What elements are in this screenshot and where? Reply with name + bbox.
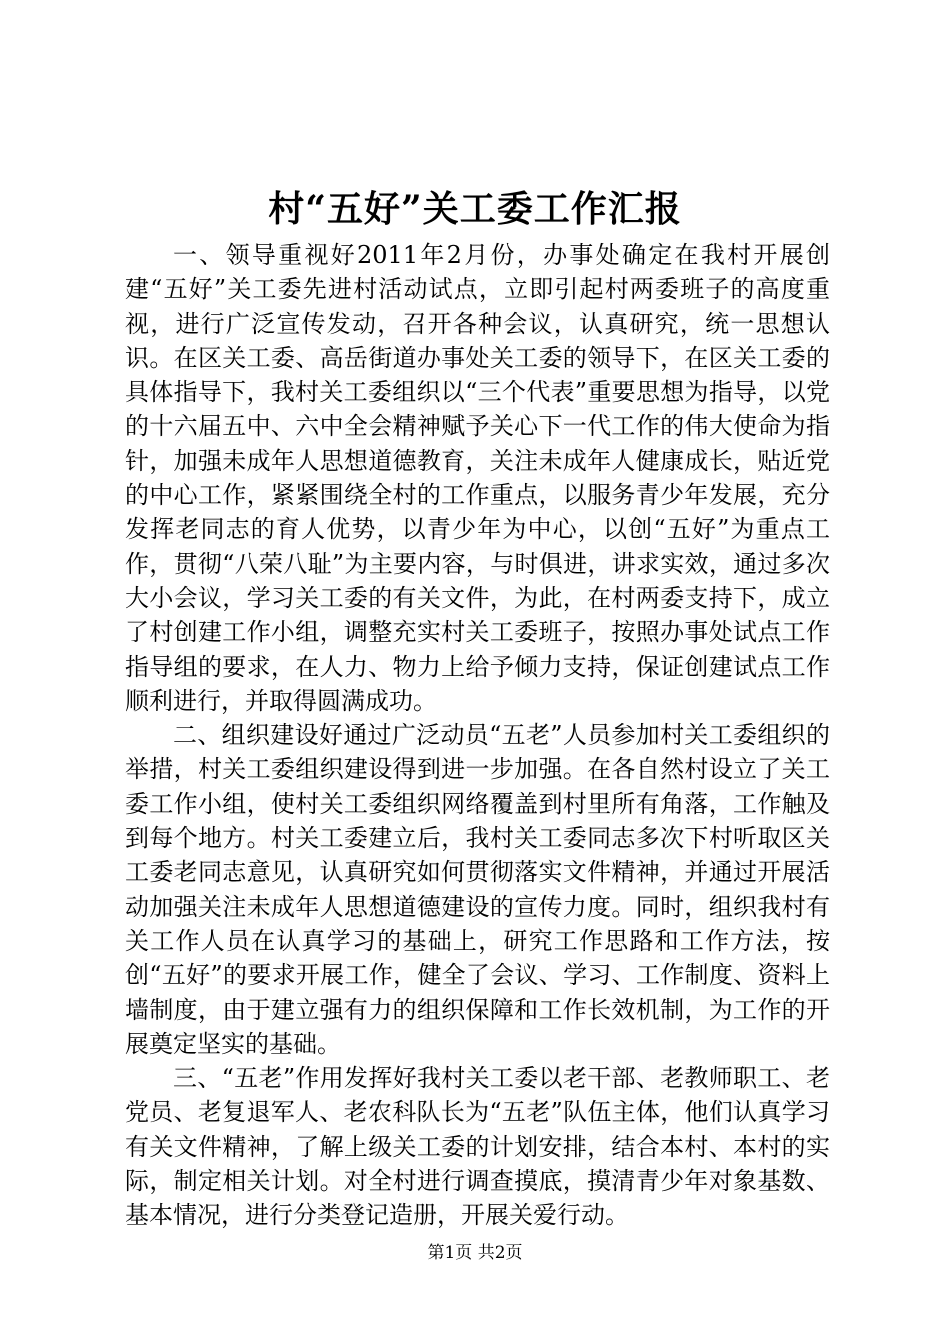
paragraph-five-elders: 三、“五老”作用发挥好我村关工委以老干部、老教师职工、老党员、老复退军人、老农科队长为“五老”队伍主体，他们认真学习有关文件精神，了解上级关工委的计划安排，结合本村、本村的实际，制定相关计划。对全村进行调查摸底，摸清青少年对象基数、基本情况，进行分类登记造册，开展关爱行动。 <box>125 1064 830 1230</box>
paragraph-organization: 二、组织建设好通过广泛动员“五老”人员参加村关工委组织的举措，村关工委组织建设得到进一步加强。在各自然村设立了关工委工作小组，使村关工委组织网络覆盖到村里所有角落，工作触及到每个地方。村关工委建立后，我村关工委同志多次下村听取区关工委老同志意见，认真研究如何贯彻落实文件精神，并通过开展活动加强关注未成年人思想道德建设的宣传力度。同时，组织我村有关工作人员在认真学习的基础上，研究工作思路和工作方法，按创“五好”的要求开展工作，健全了会议、学习、工作制度、资料上墙制度，由于建立强有力的组织保障和工作长效机制，为工作的开展奠定坚实的基础。 <box>125 721 830 1058</box>
paragraph-leadership: 一、领导重视好2011年2月份，办事处确定在我村开展创建“五好”关工委先进村活动试点，立即引起村两委班子的高度重视，进行广泛宣传发动，召开各种会议，认真研究，统一思想认识。在区关工委、高岳街道办事处关工委的领导下，在区关工委的具体指导下，我村关工委组织以“三个代表”重要思想为指导，以党的十六届五中、六中全会精神赋予关心下一代工作的伟大使命为指针，加强未成年人思想道德教育，关注未成年人健康成长，贴近党的中心工作，紧紧围绕全村的工作重点，以服务青少年发展，充分发挥老同志的育人优势，以青少年为中心，以创“五好”为重点工作，贯彻“八荣八耻”为主要内容，与时俱进，讲求实效，通过多次大小会议，学习关工委的有关文件，为此，在村两委支持下，成立了村创建工作小组，调整充实村关工委班子，按照办事处试点工作指导组的要求，在人力、物力上给予倾力支持，保证创建试点工作顺利进行，并取得圆满成功。 <box>125 241 830 715</box>
document-body <box>125 238 830 1233</box>
page-number-footer: 第1页 共2页 <box>427 1243 523 1263</box>
document-title: 村“五好”关工委工作汇报 <box>268 188 682 230</box>
